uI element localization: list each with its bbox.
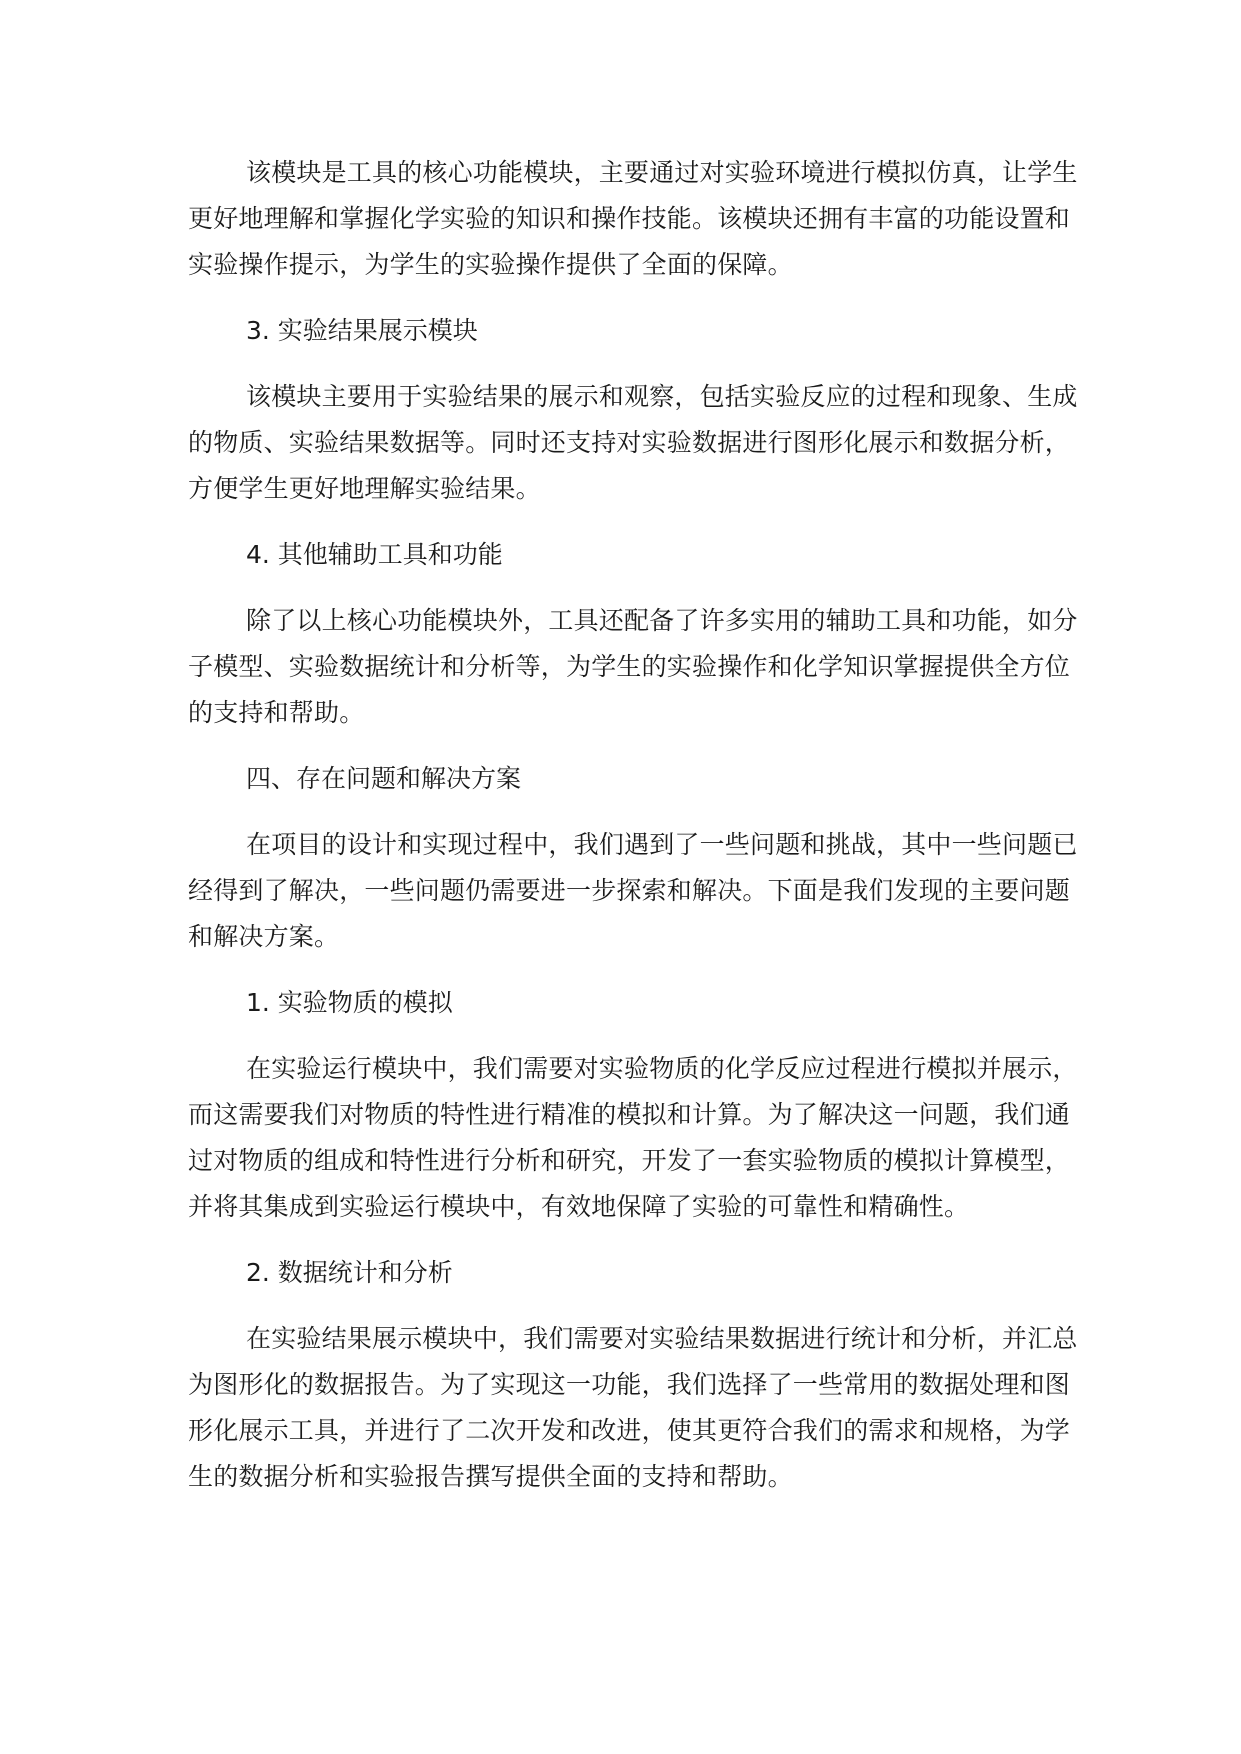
spacer xyxy=(188,960,1088,980)
heading-result-display-module: 3. 实验结果展示模块 xyxy=(246,316,478,345)
heading-problems-solutions: 四、存在问题和解决方案 xyxy=(246,764,522,793)
spacer xyxy=(188,736,1088,756)
paragraph-module-core: 该模块是工具的核心功能模块，主要通过对实验环境进行模拟仿真，让学生更好地理解和掌握化学实验的知识和操作技能。该模块还拥有丰富的功能设置和实验操作提示，为学生的实验操作提供了全面的保障。 xyxy=(188,158,1078,279)
spacer xyxy=(188,1296,1088,1316)
paragraph-problems-intro: 在项目的设计和实现过程中，我们遇到了一些问题和挑战，其中一些问题已经得到了解决，一些问题仍需要进一步探索和解决。下面是我们发现的主要问题和解决方案。 xyxy=(188,830,1078,951)
spacer xyxy=(188,288,1088,308)
heading-auxiliary-tools: 4. 其他辅助工具和功能 xyxy=(246,540,503,569)
heading-substance-simulation: 1. 实验物质的模拟 xyxy=(246,988,453,1017)
spacer xyxy=(188,1230,1088,1250)
spacer xyxy=(188,802,1088,822)
paragraph-data-statistics: 在实验结果展示模块中，我们需要对实验结果数据进行统计和分析，并汇总为图形化的数据报告。为了实现这一功能，我们选择了一些常用的数据处理和图形化展示工具，并进行了二次开发和改进，使其更符合我们的需求和规格，为学生的数据分析和实验报告撰写提供全面的支持和帮助。 xyxy=(188,1324,1078,1491)
spacer xyxy=(188,512,1088,532)
paragraph-result-display: 该模块主要用于实验结果的展示和观察，包括实验反应的过程和现象、生成的物质、实验结果数据等。同时还支持对实验数据进行图形化展示和数据分析，方便学生更好地理解实验结果。 xyxy=(188,382,1078,503)
spacer xyxy=(188,1026,1088,1046)
spacer xyxy=(188,578,1088,598)
paragraph-substance-simulation: 在实验运行模块中，我们需要对实验物质的化学反应过程进行模拟并展示，而这需要我们对物质的特性进行精准的模拟和计算。为了解决这一问题，我们通过对物质的组成和特性进行分析和研究，开发了一套实验物质的模拟计算模型，并将其集成到实验运行模块中，有效地保障了实验的可靠性和精确性。 xyxy=(188,1054,1078,1221)
heading-data-statistics: 2. 数据统计和分析 xyxy=(246,1258,453,1287)
document-page xyxy=(188,150,1088,1500)
spacer xyxy=(188,354,1088,374)
paragraph-auxiliary-tools: 除了以上核心功能模块外，工具还配备了许多实用的辅助工具和功能，如分子模型、实验数据统计和分析等，为学生的实验操作和化学知识掌握提供全方位的支持和帮助。 xyxy=(188,606,1078,727)
